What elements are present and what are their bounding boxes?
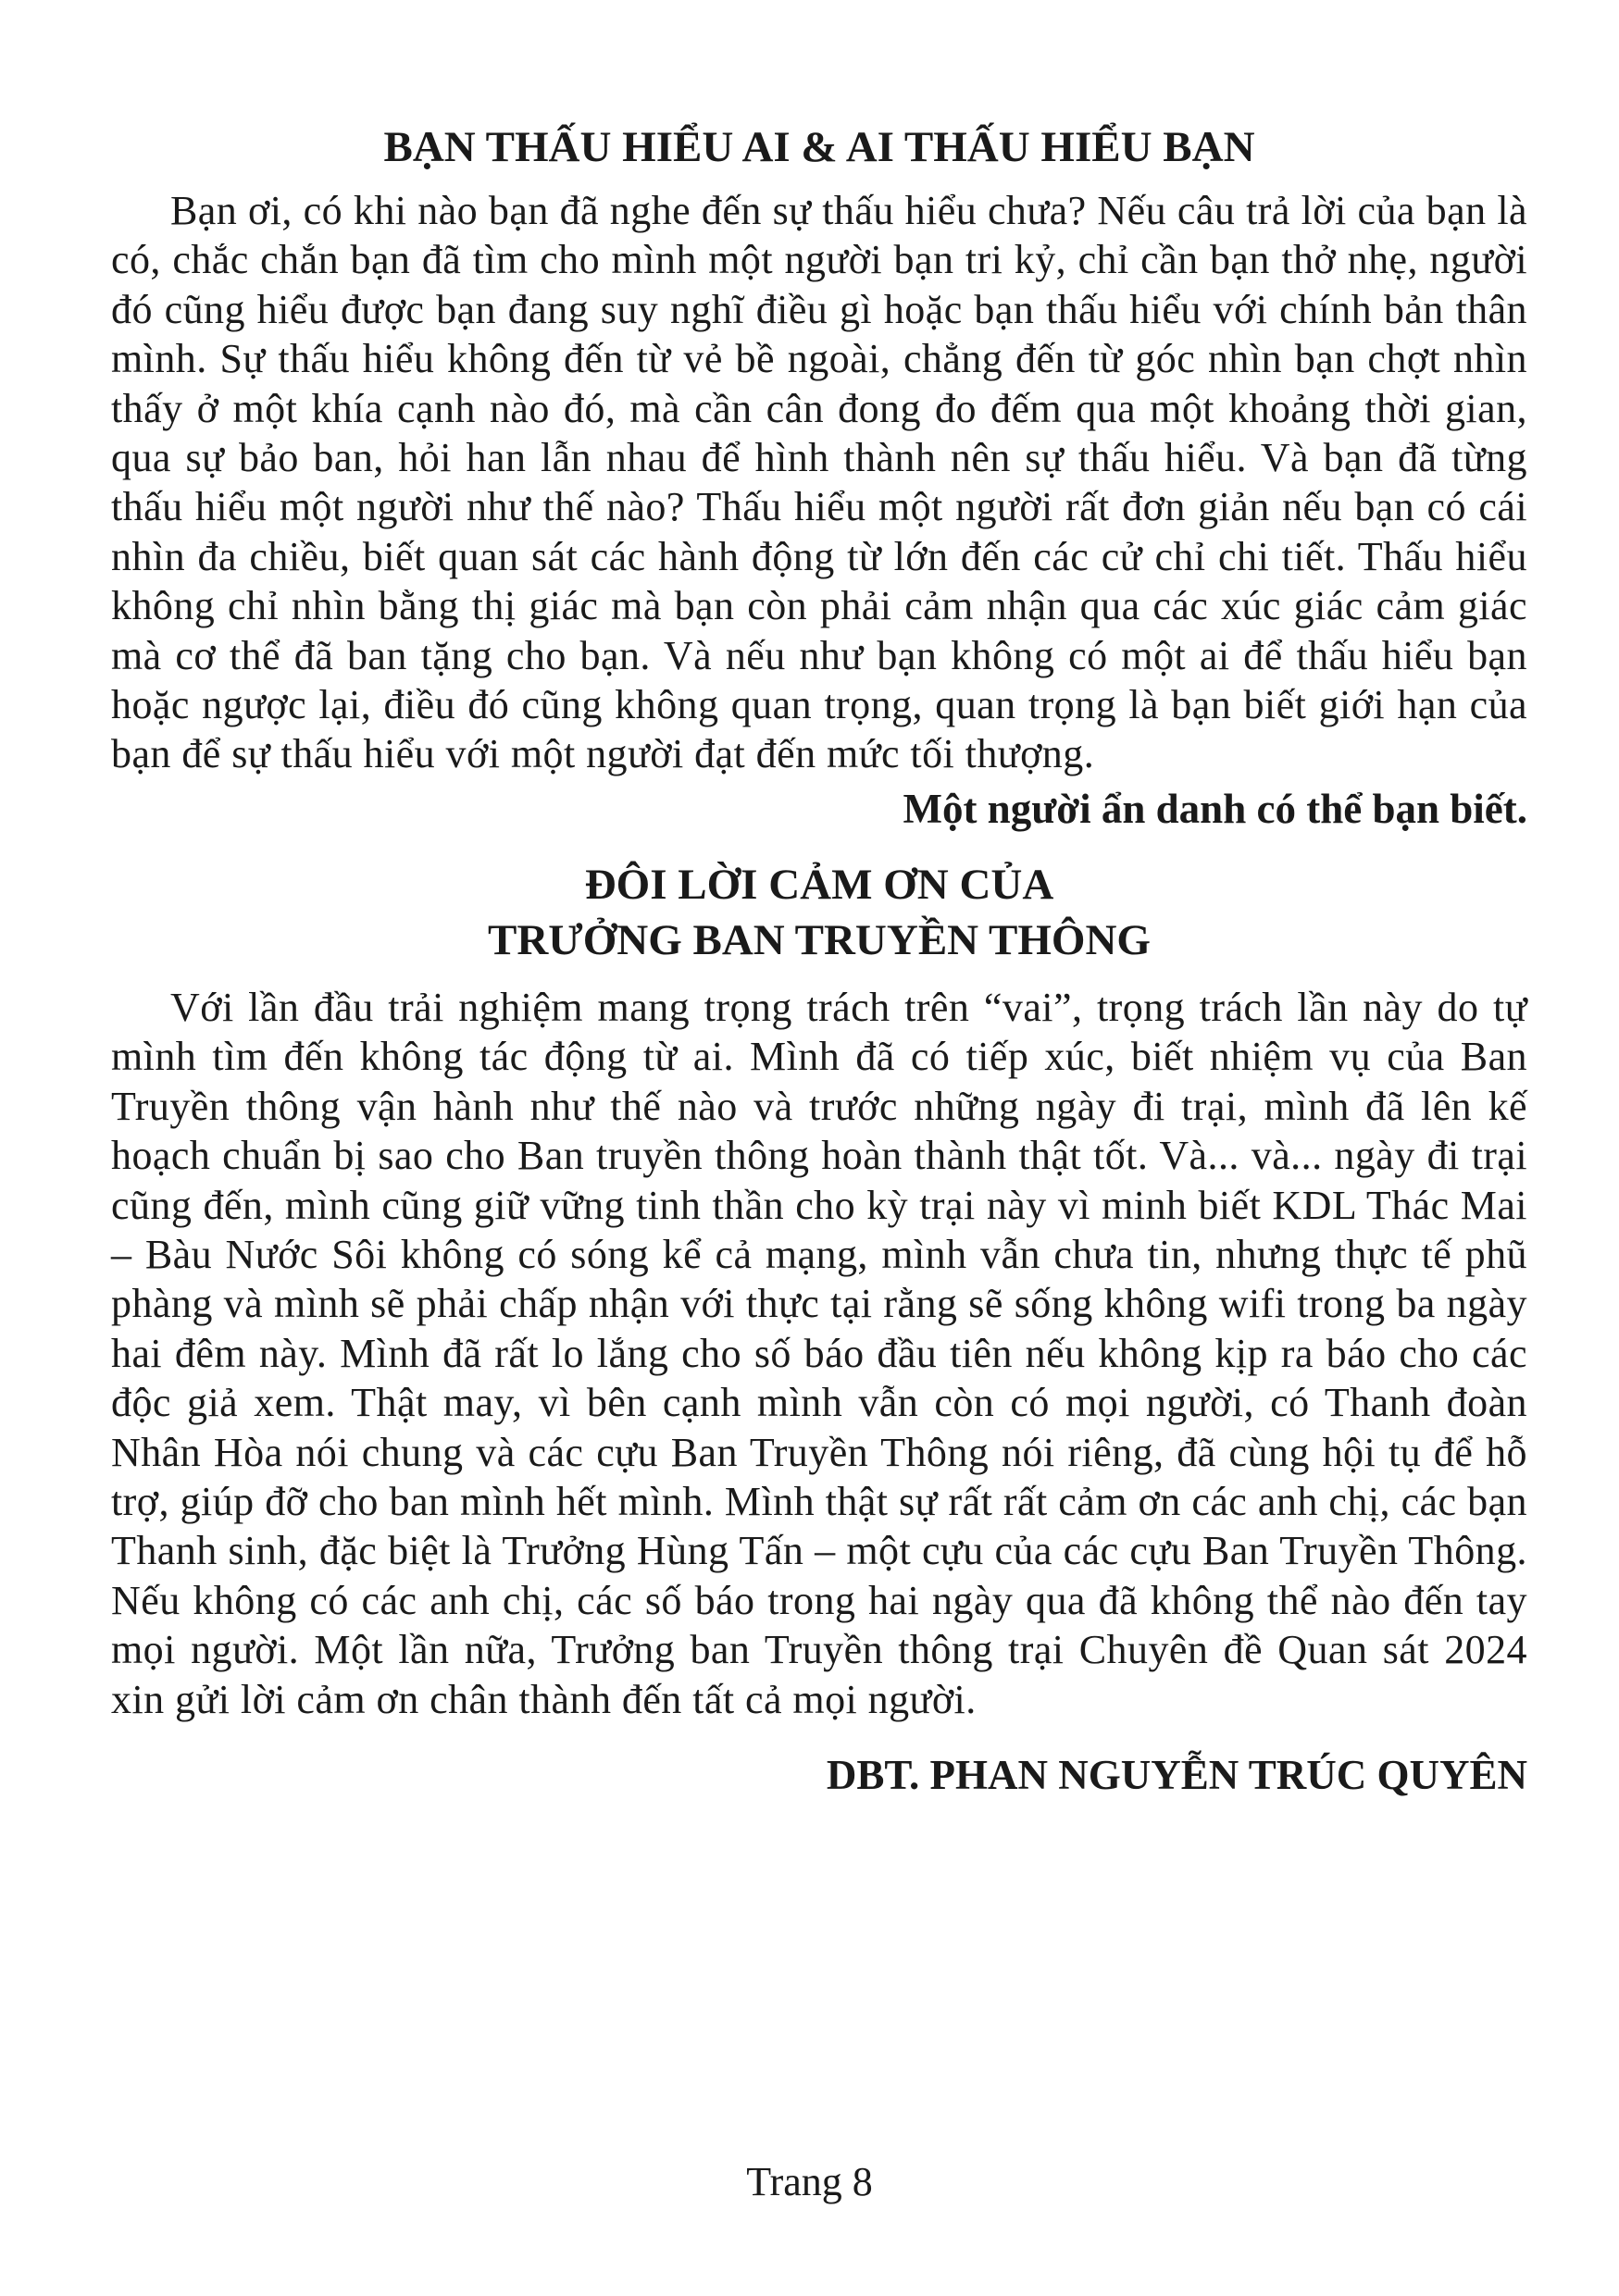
- section-2-body: Với lần đầu trải nghiệm mang trọng trách trên “vai”, trọng trách lần này do tự mình tìm đến không tác động từ ai. Mình đã có tiếp xúc, biết nhiệm vụ của Ban Truyền thông vận hành như thế nào và trước những ngày đi trại, mình đã lên kế hoạch chuẩn bị sao cho Ban truyền thông hoàn thành thật tốt. Và... và... ngày đi trại cũng đến, mình cũng giữ vững tinh thần cho kỳ trại này vì minh biết KDL Thác Mai – Bàu Nước Sôi không có sóng kể cả mạng, mình vẫn chưa tin, nhưng thực tế phũ phàng và mình sẽ phải chấp nhận với thực tại rằng sẽ sống không wifi trong ba ngày hai đêm này. Mình đã rất lo lắng cho số báo đầu tiên nếu không kịp ra báo cho các độc giả xem. Thật may, vì bên cạnh mình vẫn còn có mọi người, có Thanh đoàn Nhân Hòa nói chung và các cựu Ban Truyền Thông nói riêng, đã cùng hội tụ để hỗ trợ, giúp đỡ cho ban mình hết mình. Mình thật sự rất rất cảm ơn các anh chị, các bạn Thanh sinh, đặc biệt là Trưởng Hùng Tấn – một cựu của các cựu Ban Truyền Thông. Nếu không có các anh chị, các số báo trong hai ngày qua đã không thể nào đến tay mọi người. Một lần nữa, Trưởng ban Truyền thông trại Chuyên đề Quan sát 2024 xin gửi lời cảm ơn chân thành đến tất cả mọi người.: [111, 984, 1527, 1722]
- section-1-body: Bạn ơi, có khi nào bạn đã nghe đến sự thấu hiểu chưa? Nếu câu trả lời của bạn là có, chắc chắn bạn đã tìm cho mình một người bạn tri kỷ, chỉ cần bạn thở nhẹ, người đó cũng hiểu được bạn đang suy nghĩ điều gì hoặc bạn thấu hiểu với chính bản thân mình. Sự thấu hiểu không đến từ vẻ bề ngoài, chẳng đến từ góc nhìn bạn chợt nhìn thấy ở một khía cạnh nào đó, mà cần cân đong đo đếm qua một khoảng thời gian, qua sự bảo ban, hỏi han lẫn nhau để hình thành nên sự thấu hiểu. Và bạn đã từng thấu hiểu một người như thế nào? Thấu hiểu một người rất đơn giản nếu bạn có cái nhìn đa chiều, biết quan sát các hành động từ lớn đến các cử chỉ chi tiết. Thấu hiểu không chỉ nhìn bằng thị giác mà bạn còn phải cảm nhận qua các xúc giác cảm giác mà cơ thể đã ban tặng cho bạn. Và nếu như bạn không có một ai để thấu hiểu bạn hoặc ngược lại, điều đó cũng không quan trọng, quan trọng là bạn biết giới hạn của bạn để sự thấu hiểu với một người đạt đến mức tối thượng.: [111, 188, 1527, 777]
- section-2-signature: DBT. PHAN NGUYỄN TRÚC QUYÊN: [826, 1751, 1527, 1798]
- document-page: [111, 109, 1527, 1802]
- page-number: Trang 8: [746, 2159, 873, 2204]
- section-2-title-line-1: ĐÔI LỜI CẢM ƠN CỦA: [584, 860, 1054, 909]
- section-1-title: BẠN THẤU HIỂU AI & AI THẤU HIỂU BẠN: [383, 123, 1255, 171]
- section-1-signature: Một người ẩn danh có thể bạn biết.: [903, 785, 1527, 832]
- section-2-title-line-2: TRƯỞNG BAN TRUYỀN THÔNG: [488, 915, 1151, 964]
